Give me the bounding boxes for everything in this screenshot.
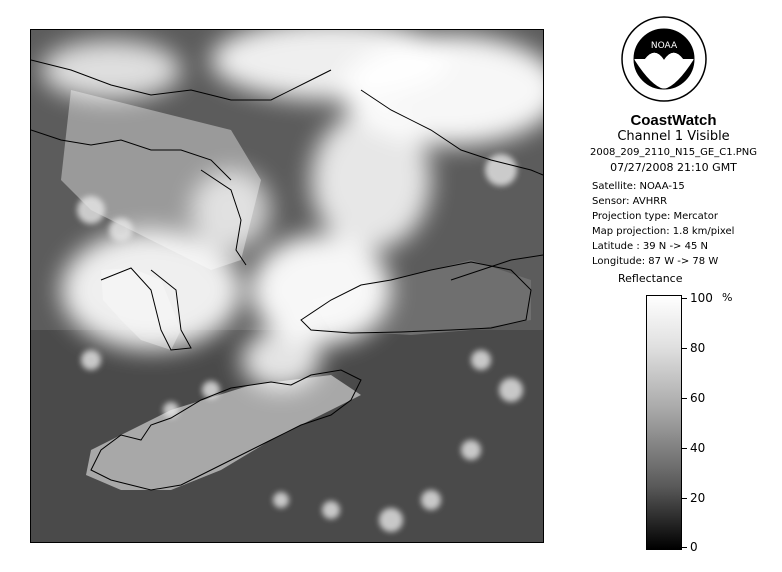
logo-text: NOAA	[650, 41, 678, 51]
colorbar-tick-label: 20	[690, 491, 706, 505]
colorbar-tick	[681, 547, 687, 548]
colorbar-tick	[681, 448, 687, 449]
satellite-image	[30, 29, 544, 543]
filename-label: 2008_209_2110_N15_GE_C1.PNG	[589, 147, 758, 158]
colorbar-tick-label: 0	[690, 540, 698, 554]
noaa-logo-icon	[621, 16, 707, 102]
info-sensor: Sensor: AVHRR	[592, 196, 668, 207]
info-projection-type: Projection type: Mercator	[592, 211, 718, 222]
colorbar-tick	[681, 348, 687, 349]
product-title: CoastWatch	[630, 112, 717, 129]
colorbar-unit: %	[722, 291, 733, 304]
colorbar-tick-label: 80	[690, 341, 706, 355]
colorbar-tick	[681, 298, 687, 299]
info-latitude: Latitude : 39 N -> 45 N	[592, 241, 708, 252]
colorbar-title: Reflectance	[618, 272, 683, 285]
colorbar	[646, 295, 682, 550]
colorbar-tick	[681, 498, 687, 499]
colorbar-tick-label: 100	[690, 291, 713, 305]
colorbar-tick-label: 60	[690, 391, 706, 405]
info-map-projection: Map projection: 1.8 km/pixel	[592, 226, 735, 237]
channel-label: Channel 1 Visible	[617, 129, 730, 144]
datetime-label: 07/27/2008 21:10 GMT	[610, 161, 737, 174]
colorbar-tick	[681, 398, 687, 399]
info-satellite: Satellite: NOAA-15	[592, 181, 685, 192]
colorbar-tick-label: 40	[690, 441, 706, 455]
info-longitude: Longitude: 87 W -> 78 W	[592, 256, 719, 267]
